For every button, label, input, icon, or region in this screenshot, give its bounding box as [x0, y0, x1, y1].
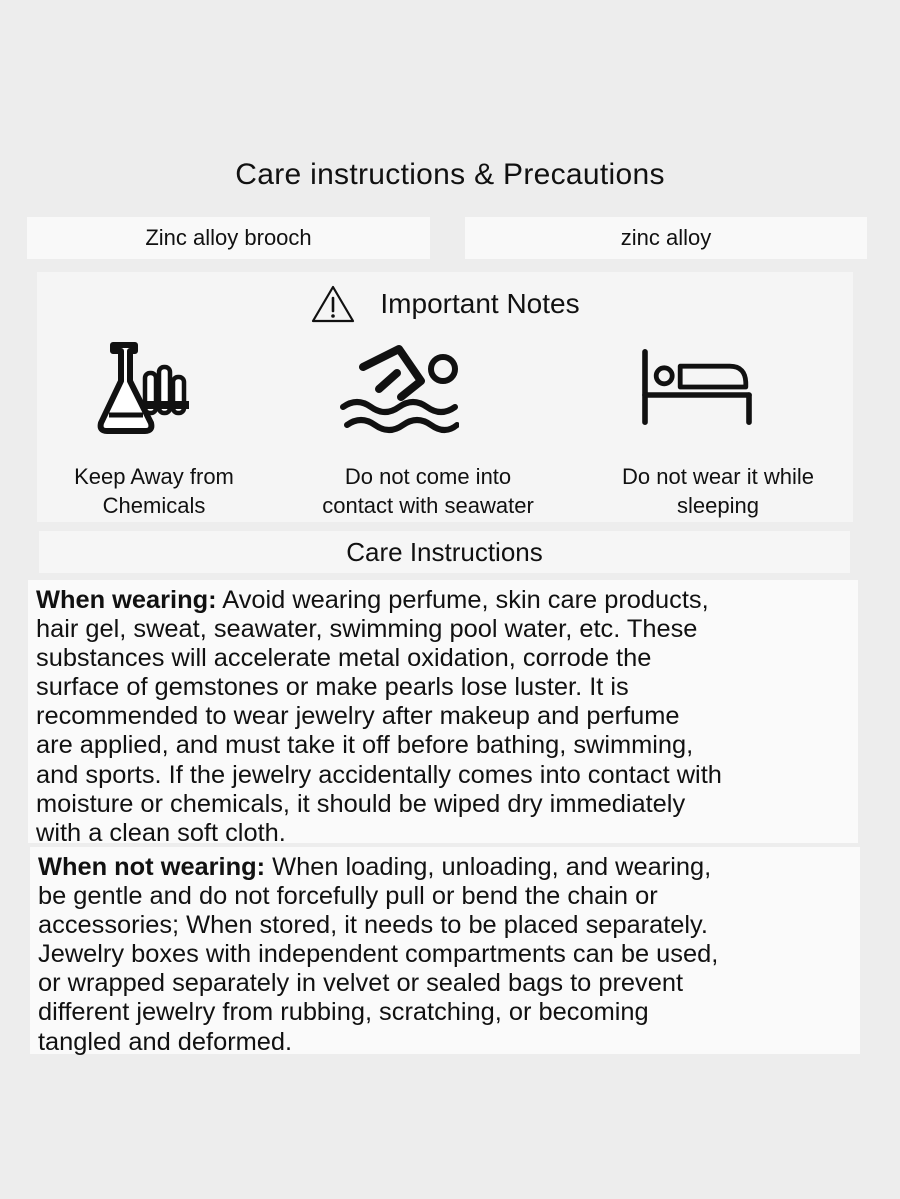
swimmer-icon	[339, 337, 459, 437]
notes-header	[37, 284, 853, 324]
when-not-wearing-text: When loading, unloading, and wearing, be gentle and do not forcefully pull or bend the chain or accessories; When stored, it needs to be placed separately. Jewelry boxes with independent compartments can be used, or wrapped separately in velvet or sealed bags to prevent different jewelry from rubbing, scratching, or becoming tangled and deformed.	[38, 853, 719, 1056]
product-material: zinc alloy	[620, 225, 712, 250]
product-material-box	[465, 217, 867, 259]
care-instructions-heading-bar	[39, 531, 850, 573]
chemical-flask-icon	[95, 337, 215, 437]
note-label-sleeping: Do not wear it while sleeping	[622, 464, 814, 518]
important-notes-panel	[37, 272, 853, 522]
notes-heading: Important Notes	[380, 288, 580, 319]
when-wearing-text: Avoid wearing perfume, skin care products, hair gel, sweat, seawater, swimming pool water, etc. These substances will accelerate metal oxidation, corrode the surface of gemstones or make pearls lose luster. It is recommended to wear jewelry after makeup and perfume are applied, and must take it off before bathing, swimming, and sports. If the jewelry accidentally comes into contact with moisture or chemicals, it should be wiped dry immediately with a clean soft cloth.	[36, 586, 722, 847]
when-not-wearing-paragraph	[30, 847, 860, 1054]
note-label-chemicals: Keep Away from Chemicals	[74, 464, 234, 518]
when-wearing-label: When wearing:	[36, 586, 217, 614]
when-wearing-paragraph	[28, 580, 858, 847]
page-title: Care instructions & Precautions	[235, 158, 665, 191]
warning-triangle-icon	[310, 284, 356, 324]
product-name: Zinc alloy brooch	[145, 225, 312, 250]
care-instructions-heading: Care Instructions	[346, 536, 543, 567]
bed-icon	[637, 337, 757, 437]
when-not-wearing-label: When not wearing:	[38, 853, 266, 881]
product-name-box	[27, 217, 430, 259]
note-label-seawater: Do not come into contact with seawater	[322, 464, 534, 518]
